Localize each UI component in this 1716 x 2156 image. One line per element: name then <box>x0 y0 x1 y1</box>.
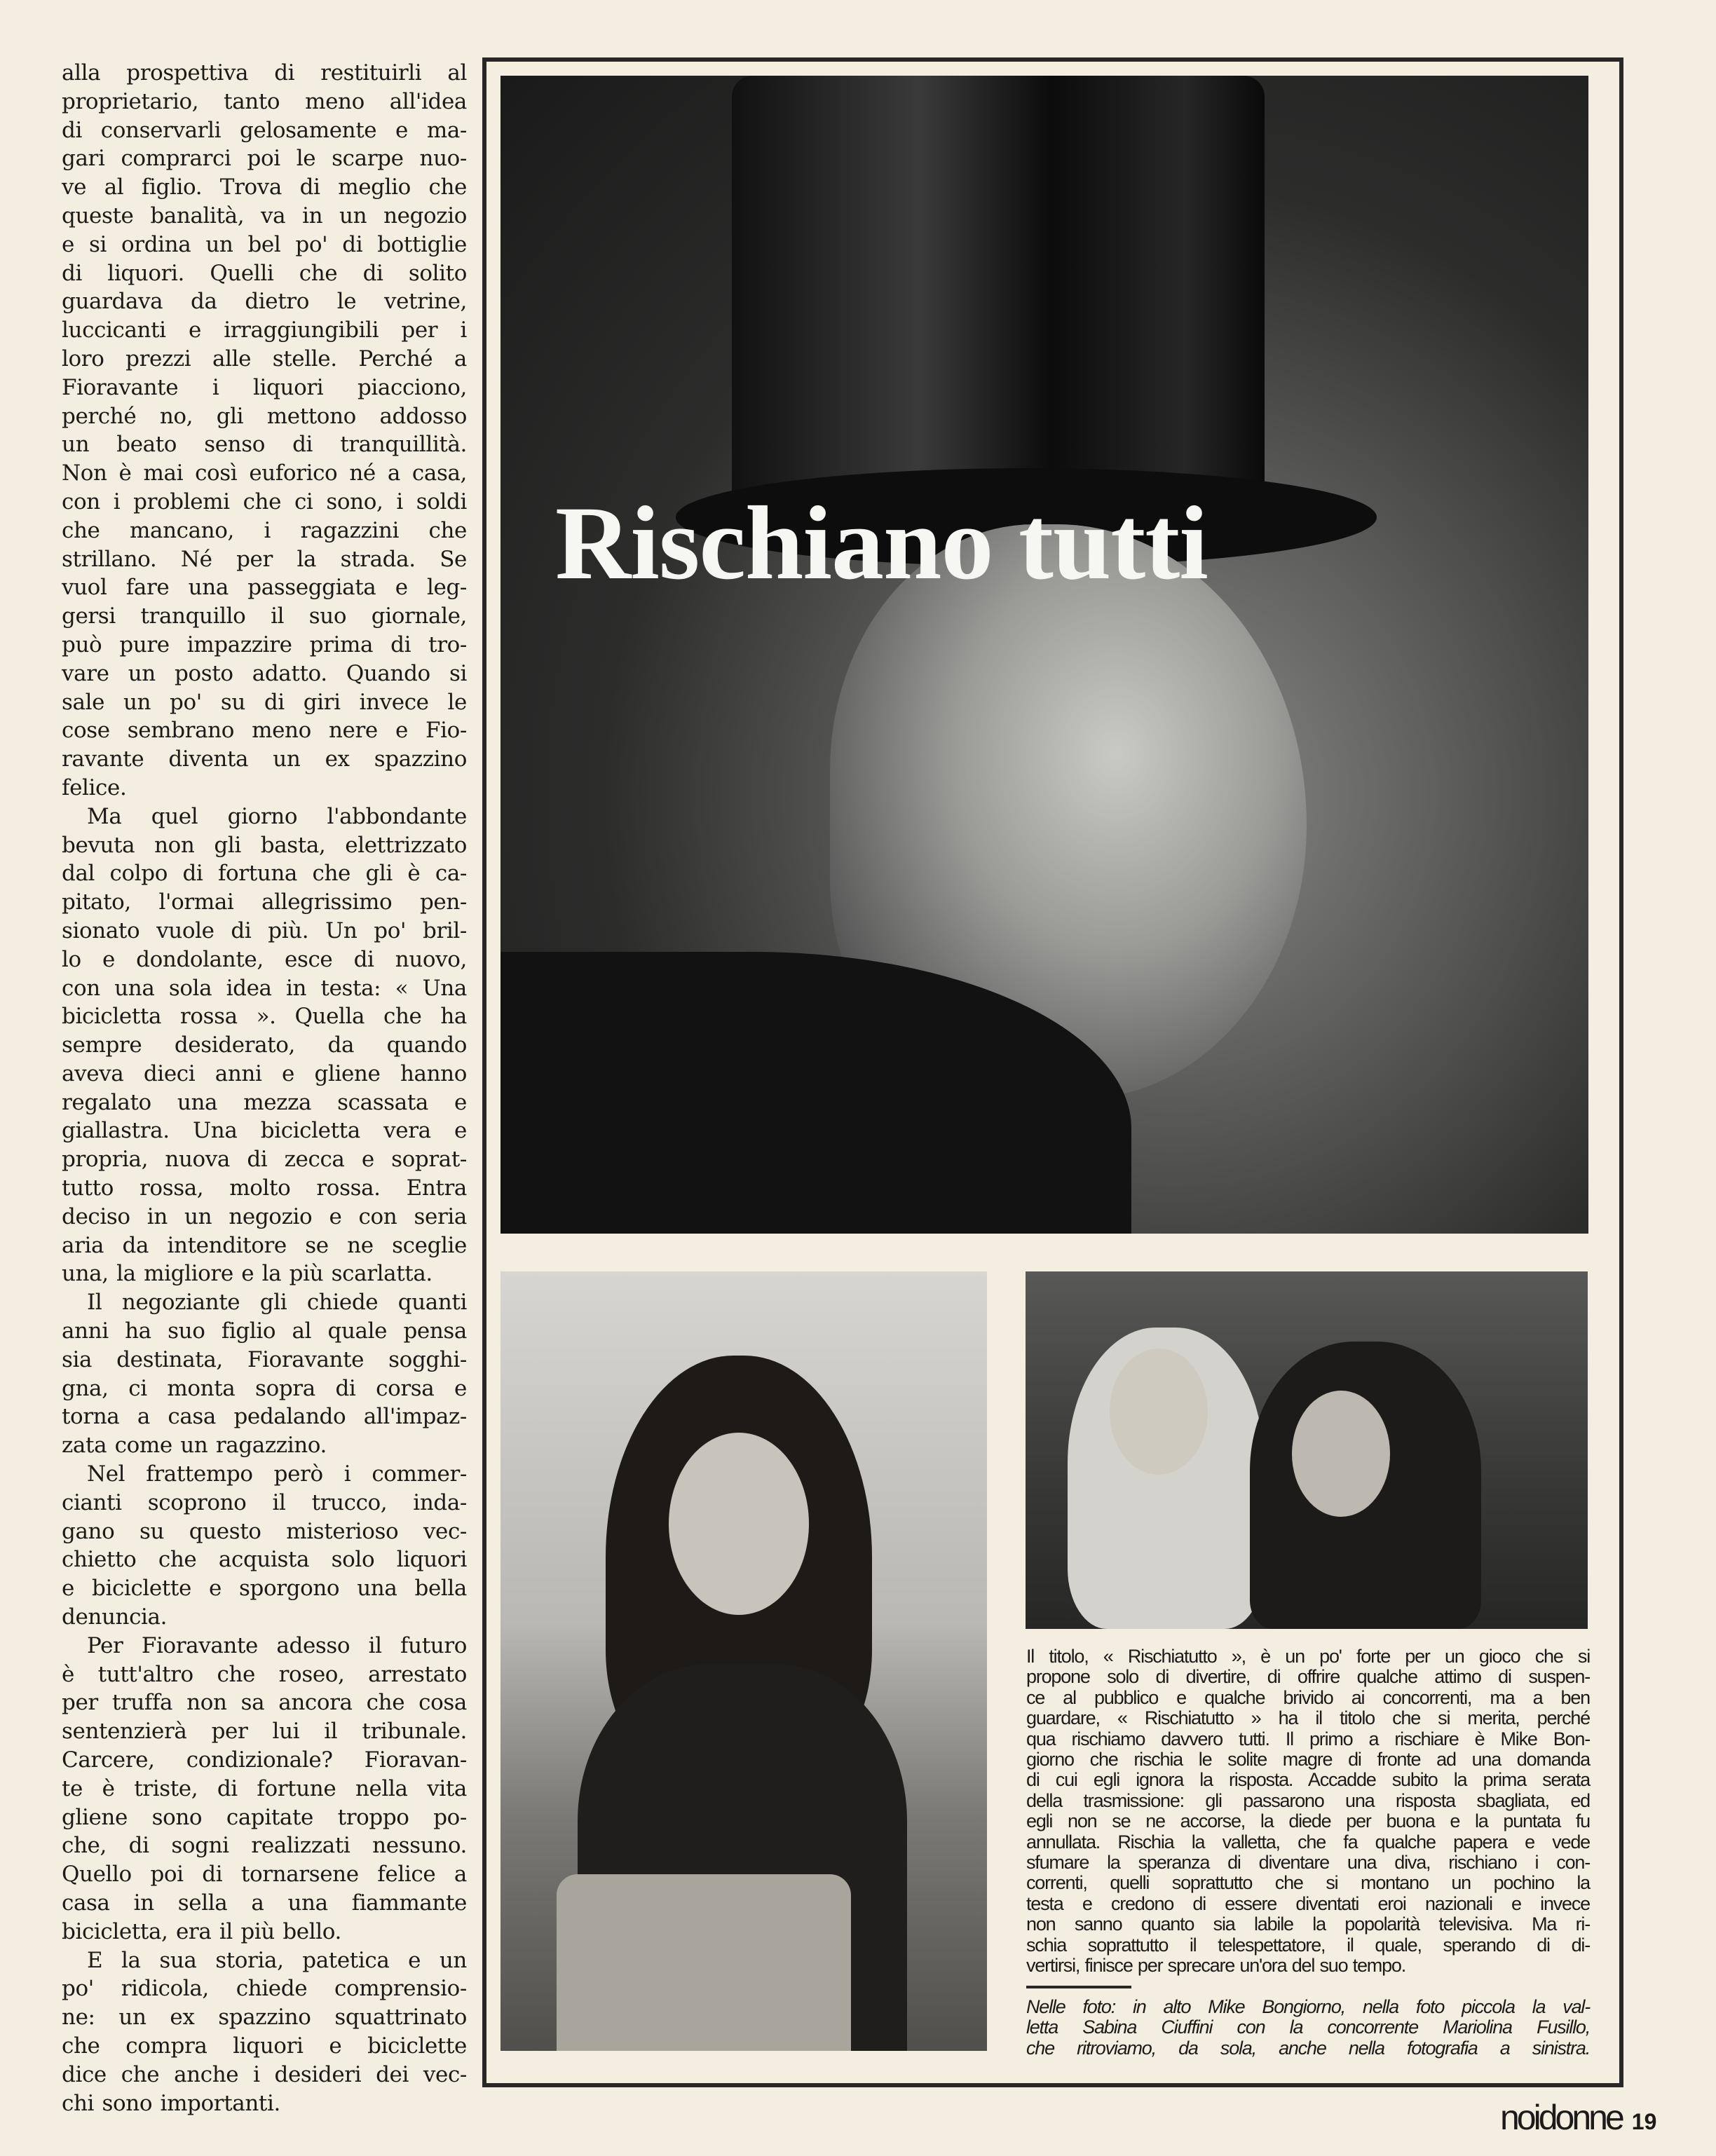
article-line: guardava da dietro le vetrine, <box>62 289 467 315</box>
caption-line: giorno che rischia le solite magre di fronte ad una domanda <box>1026 1749 1590 1770</box>
face-left-shape <box>1110 1349 1208 1475</box>
feature-title: Rischiano tutti <box>555 485 1208 601</box>
caption-line: propone solo di divertire, di offrire qualche attimo di suspen- <box>1026 1666 1590 1688</box>
article-line: una, la migliore e la più scarlatta. <box>62 1261 433 1287</box>
caption-line: letta Sabina Ciuffini con la concorrente Mariolina Fusillo, <box>1026 2017 1590 2038</box>
photo-ciuffini-and-fusillo <box>1026 1271 1588 1629</box>
caption-line: sfumare la speranza di diventare una diva, rischiano i con- <box>1026 1852 1590 1874</box>
article-line: di liquori. Quelli che di solito <box>62 260 467 286</box>
magazine-logo: noidonne <box>1500 2098 1622 2137</box>
article-line: che mancano, i ragazzini che <box>62 517 467 543</box>
article-line: bevuta non gli basta, elettrizzato <box>62 832 467 858</box>
article-line: po' ridicola, chiede comprensio- <box>62 1976 467 2002</box>
article-line: con i problemi che ci sono, i soldi <box>62 489 467 514</box>
article-line: propria, nuova di zecca e soprat- <box>62 1147 467 1173</box>
article-line: Per Fioravante adesso il futuro <box>87 1632 467 1658</box>
caption-line: guardare, « Rischiatutto » ha il titolo che si merita, perché <box>1026 1707 1590 1729</box>
article-line: lo e dondolante, esce di nuovo, <box>62 946 467 972</box>
page-number: 19 <box>1631 2109 1657 2134</box>
caption-divider <box>1026 1986 1131 1988</box>
article-line: bicicletta rossa ». Quella che ha <box>62 1004 467 1030</box>
article-line: cose sembrano meno nere e Fio- <box>62 718 467 744</box>
page-footer <box>1500 2097 1656 2138</box>
article-line: cianti scoprono il trucco, inda- <box>62 1489 467 1515</box>
article-line: gari comprarci poi le scarpe nuo- <box>62 146 467 172</box>
caption-line: ce al pubblico e qualche brivido ai concorrenti, ma a ben <box>1026 1686 1590 1708</box>
article-line: proprietario, tanto meno all'idea <box>62 88 467 114</box>
article-line: te è triste, di fortune nella vita <box>62 1775 467 1801</box>
article-line: regalato una mezza scassata e <box>62 1089 467 1115</box>
article-line: strillano. Né per la strada. Se <box>62 546 467 572</box>
caption-line: non sanno quanto sia labile la popolarità televisiva. Ma ri- <box>1026 1913 1590 1935</box>
article-line: e si ordina un bel po' di bottiglie <box>62 231 467 257</box>
article-line: e biciclette e sporgono una bella <box>62 1576 467 1602</box>
article-line: loro prezzi alle stelle. Perché a <box>62 346 467 371</box>
caption-line: correnti, quelli soprattutto che si montano un pochino la <box>1026 1872 1590 1894</box>
article-line: chietto che acquista solo liquori <box>62 1547 467 1573</box>
article-line: che compra liquori e biciclette <box>62 2033 467 2059</box>
article-line: può pure impazzire prima di tro- <box>62 632 467 657</box>
caption-line: della trasmissione: gli passarono una risposta sbagliata, ed <box>1026 1789 1590 1811</box>
article-line: deciso in un negozio e con seria <box>62 1203 467 1229</box>
article-line: gna, ci monta sopra di corsa e <box>62 1375 467 1401</box>
article-line: ve al figlio. Trova di meglio che <box>62 175 467 200</box>
caption-line: che ritroviamo, da sola, anche nella fotografia a sinistra. <box>1026 2037 1590 2059</box>
caption-line: qua rischiamo davvero tutti. Il primo a rischiare è Mike Bon- <box>1026 1728 1590 1749</box>
article-line: pitato, l'ormai allegrissimo pen- <box>62 889 467 915</box>
photo-mike-bongiorno-top-hat <box>500 76 1588 1234</box>
article-line: alla prospettiva di restituirli al <box>62 60 467 86</box>
article-line: felice. <box>62 775 127 800</box>
face-shape <box>669 1433 809 1615</box>
article-line: gliene sono capitate troppo po- <box>62 1804 467 1830</box>
article-line: Quello poi di tornarsene felice a <box>62 1862 467 1888</box>
article-line: Carcere, condizionale? Fioravan- <box>62 1747 467 1773</box>
article-line: vare un posto adatto. Quando si <box>62 660 467 686</box>
article-line: sale un po' su di giri invece le <box>62 689 467 715</box>
top-hat-shape <box>732 76 1265 496</box>
article-line: ravante diventa un ex spazzino <box>62 746 467 772</box>
article-line: vuol fare una passeggiata e leg- <box>62 575 467 601</box>
article-line: dal colpo di fortuna che gli è ca- <box>62 861 467 887</box>
article-line: sia destinata, Fioravante sogghi- <box>62 1346 467 1372</box>
caption-line: di cui egli ignora la risposta. Accadde subito la prima serata <box>1026 1769 1590 1791</box>
article-column <box>62 59 467 2117</box>
article-line: bicicletta, era il più bello. <box>62 1918 341 1944</box>
article-line: sempre desiderato, da quando <box>62 1032 467 1058</box>
caption-line: egli non se ne accorse, la diede per buona e la puntata fu <box>1026 1810 1590 1832</box>
article-line: per truffa non sa ancora che cosa <box>62 1690 467 1716</box>
article-line: denuncia. <box>62 1604 168 1630</box>
photo-mariolina-fusillo <box>500 1271 987 2051</box>
photo-credit-caption <box>1026 1997 1590 2059</box>
article-line: zata come un ragazzino. <box>62 1433 327 1459</box>
caption-line: Nelle foto: in alto Mike Bongiorno, nella foto piccola la val- <box>1026 1996 1590 2017</box>
article-line: sentenzierà per lui il tribunale. <box>62 1719 467 1745</box>
article-line: casa in sella a una fiammante <box>62 1890 467 1916</box>
article-line: Non è mai così euforico né a casa, <box>62 460 467 486</box>
article-line: queste banalità, va in un negozio <box>62 203 467 228</box>
article-line: sionato vuole di più. Un po' bril- <box>62 917 467 943</box>
article-line: torna a casa pedalando all'impaz- <box>62 1404 467 1430</box>
article-line: Nel frattempo però i commer- <box>87 1461 467 1487</box>
article-line: anni ha suo figlio al quale pensa <box>62 1318 467 1344</box>
caption-line: vertirsi, finisce per sprecare un'ora del suo tempo. <box>1026 1955 1406 1977</box>
article-line: di conservarli gelosamente e ma- <box>62 117 467 143</box>
legs-shape <box>557 1874 851 2051</box>
face-right-shape <box>1292 1391 1390 1517</box>
article-line: che, di sogni realizzati nessuno. <box>62 1833 467 1859</box>
article-line: ne: un ex spazzino squattrinato <box>62 2005 467 2031</box>
article-line: tutto rossa, molto rossa. Entra <box>62 1175 467 1201</box>
article-line: Ma quel giorno l'abbondante <box>87 803 467 829</box>
caption-line: schia soprattutto il telespettatore, il quale, sperando di di- <box>1026 1934 1590 1956</box>
caption-line: testa e credono di essere diventati eroi nazionali e invece <box>1026 1892 1590 1914</box>
caption-line: Il titolo, « Rischiatutto », è un po' forte per un gioco che si <box>1026 1646 1590 1667</box>
article-line: dice che anche i desideri dei vec- <box>62 2061 467 2087</box>
article-line: E la sua storia, patetica e un <box>87 1947 467 1973</box>
article-line: luccicanti e irraggiungibili per i <box>62 318 467 343</box>
article-line: aveva dieci anni e gliene hanno <box>62 1060 467 1086</box>
article-line: perché no, gli mettono addosso <box>62 403 467 429</box>
caption-line: annullata. Rischia la valletta, che fa qualche papera e vede <box>1026 1831 1590 1853</box>
article-line: un beato senso di tranquillità. <box>62 432 467 458</box>
feature-caption <box>1026 1646 1590 1977</box>
article-line: con una sola idea in testa: « Una <box>62 975 467 1001</box>
article-line: gersi tranquillo il suo giornale, <box>62 603 467 629</box>
article-line: giallastra. Una bicicletta vera e <box>62 1118 467 1144</box>
article-line: gano su questo misterioso vec- <box>62 1518 467 1544</box>
article-line: aria da intenditore se ne sceglie <box>62 1232 467 1258</box>
article-line: chi sono importanti. <box>62 2090 280 2116</box>
article-line: è tutt'altro che roseo, arrestato <box>62 1661 467 1687</box>
article-line: Fioravante i liquori piacciono, <box>62 374 467 400</box>
article-line: Il negoziante gli chiede quanti <box>87 1290 467 1316</box>
